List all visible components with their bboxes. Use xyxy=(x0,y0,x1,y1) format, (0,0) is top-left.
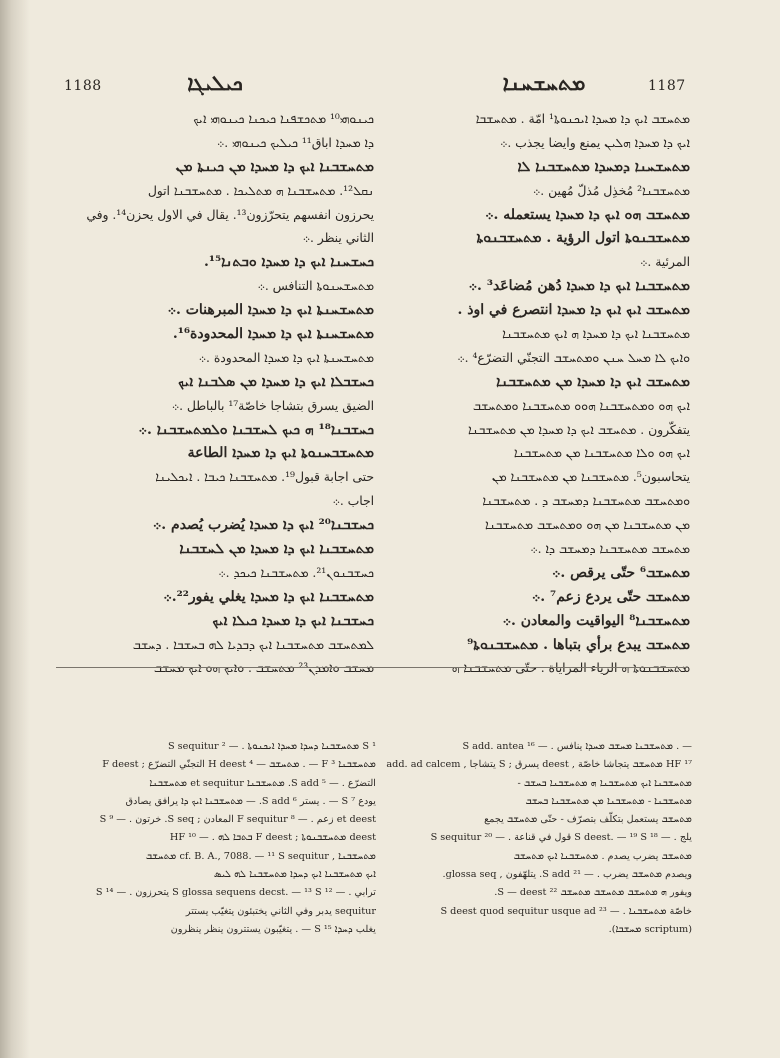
entry-line: يتفكّرون . ܡܬܚܫܒ ܐܝܟ ܕܐ ܡܚܕܐ ܡܢ ܡܬܚܫܒܢܐ xyxy=(467,422,690,437)
footnote-line: ܡܬܚܫܒܢܐ - ܡܬܚܫܒܢܐ ܡܢ ܡܬܚܫܒܢܐ ܒܚܫܒ xyxy=(525,795,692,807)
entry-line: ܡܬܚܫܒ⁶ حتّى يرقص .܀ xyxy=(551,564,690,581)
entry-line: ܟܚܫܒܢܐ²⁰ ܐܝܟ ܕܐ ܡܚܕܐ يُضرب يُصدم .܀ xyxy=(152,517,374,534)
footnote-line: ܡܬܚܫܒ يستعمل بتكلّف بتصرّف - حتّى ܡܬܚܫܒ يجمع xyxy=(484,814,692,826)
left-page-number: 1188 xyxy=(64,78,102,94)
entry-line: ܡܚܫܒ ܘܐܡܕܢ²³ ܡܬܚܫܒ . ܘܐܝܟ ܗܘ ܐܝܟ ܡܚܫܒ xyxy=(153,661,374,676)
left-text-column xyxy=(56,108,374,681)
footnote-line: sequitur يدبر وفي الثاني يختبئون يتغيّب يستتر xyxy=(185,905,376,917)
entry-line: حتى اجابة قبول¹⁹. ܡܬܚܫܒܢܐ ܟܝܒܐ . ܐܝܟܠܝܢܐ xyxy=(155,470,374,485)
footnote-line: ܡܬܚܫܒܢܐ , cf. B. A., 7088. — ¹¹ S sequitur ܡܬܚܫܒ xyxy=(145,850,376,862)
entry-line: ܡܬܚܫܒܚܢܘܬܐ ܐܝܟ ܕܐ ܡܚܕܐ الطاعة xyxy=(187,445,374,462)
footnote-line: يودع ⁷ S — . يستر ⁶ S add. — ܡܬܚܫܒܢܐ ܐܝܟ ܕܐ يرافق يصادق xyxy=(125,795,376,807)
footnote-line: ܐܝܟ ܡܬܚܫܒܢܐ ܐܝܟ ܕܚܕܐ ܡܬܚܫܒܢܐ ܠܗ ܠܝܣ xyxy=(213,869,376,881)
footnote-line: (scriptum ܡܚܫܒܐ). xyxy=(608,923,692,935)
right-text-column xyxy=(372,108,690,681)
entry-line: ܡܬܚܫܒ ܐܝܟ ܕܐ ܡܚܕܐ ܐܝܟܢܘܬܐ¹ امّة . ܡܬܚܫܒܐ xyxy=(475,112,690,126)
footnote-line: et deest زعم . — ⁸ F sequitur المعادن ; S seq. خرتون . — ⁹ S xyxy=(99,814,376,826)
entry-line: المرئية .܀ xyxy=(640,255,690,270)
entry-line: ܢܩܠ¹². ܡܬܚܫܒܢܐ ܗ ܡܬܠܝܟܐ . ܡܬܚܫܒܢܐ اتول xyxy=(147,183,374,198)
footnote-line: يغلب ܕܚܕܐ ¹⁵ S — . يتغيّبون يستترون ينظر ينظرون xyxy=(170,923,376,935)
entry-line: ܡܬܚܫܒ ܐܝܟ ܐܝܟ ܕܐ ܡܚܕܐ انتصرع في اوذ . xyxy=(457,302,690,319)
entry-line: ܟܚܫܒܢܐ ܐܝܟ ܕܐ ܡܚܕܐ ܟܝܠܐ ܐܝܟ xyxy=(212,612,374,629)
footnote-line: — . ܡܬܚܫܒܢܐ ܡܚܫܒ ܡܚܕܐ ينافس . — ¹⁶ S add. antea xyxy=(462,741,692,752)
entry-line: ܟܚܫܚܢܐ ܐܝܟ ܕܐ ܡܚܕܐ ܘܒܬܢܐ¹⁵. xyxy=(204,254,374,271)
entry-line: ܟܝܢܘܗܝ¹⁰ ܡܬܟܫܦܢܐ ܟܝܟܢܐ ܟܝܢܘܗܝ ܐܝܟ xyxy=(193,112,374,126)
entry-line: ܡܬܚܫܒܢܐ² مُخذِل مُذلّ مُهين .܀ xyxy=(532,183,690,198)
right-footnotes xyxy=(372,738,692,939)
entry-line: ܡܬܚܫܒ ܡܬܚܫܒܢܐ ܕܡܚܫܒ ܕܐ .܀ xyxy=(530,542,690,557)
entry-line: ܡܬܚܫܚܢܐ ܕܡܚܕܐ ܡܬܚܫܒܢܐ ܠܐ xyxy=(517,158,690,175)
entry-line: ܡܬܚܫܒܢܐ ܐܝܟ ܕܐ ܡܚܕܐ يغلي يفور²².܀ xyxy=(163,588,374,605)
entry-line: ܡܬܚܫܒܢܐ ܐܝܟ ܕܐ ܡܚܕܐ دُهن مُضاعَد³ .܀ xyxy=(468,278,690,295)
entry-line: ܡܬܚܫܒ ܐܝܟ ܕܐ ܡܚܕܐ ܡܢ ܡܬܚܫܒܢܐ xyxy=(496,373,690,390)
right-page-number: 1187 xyxy=(648,78,686,94)
entry-line: ܡܬܚܫܒܢܐ ܐܝܟ ܕܐ ܡܚܕܐ ܡܢ ܠܚܫܒܢܐ xyxy=(179,541,374,558)
entry-line: ܘܐܝܟ ܠܐ ܡܚܠ ܚܢܢ ܘܡܬܚܫܒ التجنّي التضرّع⁴ .܀ xyxy=(457,350,690,365)
entry-line: ܡܬܚܫܚܢܬܐ ܐܝܟ ܕܐ ܡܚܕܐ المبرهنات .܀ xyxy=(167,302,374,319)
entry-line: ܡܬܚܫܒܢܘܬܐ ܗ الرياء المراياة . حتّى ܡܬܚܫܒܢܐ ܗ xyxy=(451,661,690,676)
footnote-line: يلج . — ¹⁸ S deest. — ¹⁹ S قول في قناعة . — ²⁰ S sequitur xyxy=(430,832,692,844)
footnote-line: ܡܬܚܫܒ يضرب يصدم . ܡܬܚܫܒܢܐ ܐܝܟ ܡܬܚܫܒ xyxy=(513,850,692,862)
entry-line: ܡܬܚܫܚܢܬܐ ܐܝܟ ܕܐ ܡܚܕܐ المحدودة .܀ xyxy=(198,350,374,365)
entry-line: ܐܝܟ ܕܐ ܡܚܕܐ ܗܠܝܢ يمنع وايضا يجذب .܀ xyxy=(499,135,690,150)
footnote-line: ويصدم ܡܬܚܫܒ يضرب . — ²¹ S add. يتلهّفون , glossa seq. xyxy=(442,869,692,881)
footnote-line: ويفور ܗ ܡܬܚܫܒ ܡܬܚܫܒ ܡܬܚܫܒ ²² S — deest. xyxy=(494,887,692,899)
entry-line: ܡܬܚܫܒܢܐ⁸ اليواقيت والمعادن .܀ xyxy=(502,612,690,629)
footnote-line: التضرّع . — ⁵ S add. ܡܬܚܫܒܢܐ et sequitur ܡܬܚܫܒܢܐ xyxy=(149,777,376,789)
entry-line: الضيق يسرق بتشاجا خاصّة¹⁷ بالباطل .܀ xyxy=(171,398,374,413)
entry-line: ܡܬܚܫܒ يبدع برأي بتباها . ܡܬܚܫܒܢܘܬܐ⁹ xyxy=(467,636,690,653)
entry-line: ܡܬܚܫܚܢܘܬܐ التنافس .܀ xyxy=(257,279,374,294)
left-running-head: ܟܝܠܝܓܐ xyxy=(187,70,243,95)
entry-line: يتحاسبون⁵. ܡܬܚܫܒܢܐ ܡܢ ܡܬܚܫܒܢܐ ܡܢ xyxy=(491,470,690,485)
footnote-line: ܡܬܚܫܒܢܐ ܐܝܟ ܡܬܚܫܒܢܐ ܗ ܡܬܚܫܒܢܐ ܒܚܫܒ - xyxy=(517,777,692,789)
entry-line: ܡܬܚܫܒܢܐ ܐܝܟ ܕܐ ܡܚܕܐ ܡܢ ܟܝܢܬܐ ܡܢ xyxy=(175,158,374,175)
entry-line: ܡܬܚܫܒܢܐ ܐܝܟ ܕܐ ܡܚܕܐ ܗ ܐܝܟ ܡܬܚܫܒܢܐ xyxy=(502,327,690,342)
entry-line: ܡܬܚܫܒ حتّى يردع زعم⁷ .܀ xyxy=(531,588,690,605)
entry-line: ܐܝܟ ܗܘ ܘܡܬܚܫܒܢܐ ܗܘܘ ܡܬܚܫܒܢܐ ܘܡܬܚܫܒ xyxy=(472,398,690,413)
left-footnotes xyxy=(56,738,376,939)
entry-line: ܕܐ ܡܚܕܐ اباق¹¹ ܟܝܠܝܟ ܟܝܢܘܗܝ .܀ xyxy=(216,135,374,150)
right-running-head: ܡܬܚܫܚܢܐ xyxy=(502,70,586,95)
footnote-line: ¹ S ܡܬܚܫܒܢܐ ܕܚܕܐ ܡܚܕܐ ܐܝܟܢܘܬܐ . — ² S sequitur xyxy=(167,741,376,752)
entry-line: ܠܡܬܚܫܒ ܡܬܚܫܒܢܐ ܐܝܟ ܕܒܕܝܐ ܠܗ ܒܚܫܒܐ . ܕܚܫܒ xyxy=(132,637,374,652)
footnote-line: خاصّة ܡܬܚܫܒܢܐ . — ²³ S deest quod sequitur usque ad xyxy=(440,905,692,917)
entry-line: ܟܚܫܒܢܐ¹⁸ ܗ ܟܝܟ ܠܚܫܒܢܐ ܘܠܡܬܚܫܒܢܐ .܀ xyxy=(138,421,374,438)
entry-line: ܘܡܬܚܫܒ ܡܬܚܫܒܢܐ ܕܡܚܫܒ ܕ . ܡܬܚܫܒܢܐ xyxy=(482,494,690,509)
entry-line: ܟܚܫܒܢܘܢ²¹. ܡܬܚܫܒܢܐ ܟܝܟܕ .܀ xyxy=(218,565,374,580)
entry-line: اجاب .܀ xyxy=(332,494,374,509)
entry-line: ܡܬܚܫܚܢܬܐ ܐܝܟ ܕܐ ܡܚܕܐ المحدودة¹⁶. xyxy=(172,326,374,343)
entry-line: ܡܢ ܡܬܚܫܒܢܐ ܡܢ ܗܘ ܘܡܬܚܫܒ ܡܬܚܫܒܢܐ xyxy=(485,518,690,533)
footnote-line: deest ܡܬܚܫܒܢܘܬܐ ; F deest ܒܬܒܐ ܠܗ . — ¹⁰ HF xyxy=(169,832,376,844)
footnote-line: ¹⁷ HF ܡܬܚܫܒ يتجاشا خاصّة , deest يسرق ; S يتشاجا , add. ad calcem xyxy=(386,759,692,771)
footnote-line: ܡܬܚܫܒܢܐ F ³ — . ܡܬܚܫܒ — ⁴ H deest التجنّي التضرّع ; F deest xyxy=(102,759,376,771)
entry-line: ܡܬܚܫܒ ܗܘ ܐܝܟ ܕܐ ܡܚܕܐ يستعمله .܀ xyxy=(485,206,690,223)
binding-gutter-shadow xyxy=(0,0,30,1058)
entry-line: ܟܚܫܒܠܐ ܐܝܟ ܕܐ ܡܚܕܐ ܡܢ ܣܠܒܢܐ ܐܝܟ xyxy=(178,373,374,390)
entry-line: ܡܬܚܫܒܢܘܬܐ اتول الرؤية . ܡܬܚܫܒܢܘܬܐ xyxy=(476,230,690,247)
footnote-separator-rule xyxy=(56,667,688,668)
footnote-line: ترابي . — ¹² S glossa sequens decst. — ¹³ S يتحرزون . — ¹⁴ S xyxy=(95,887,376,899)
entry-line: الثاني ينظر .܀ xyxy=(302,231,374,246)
entry-line: ܐܝܟ ܗܘ ܘܠܐ ܡܬܚܫܒܢܐ ܡܢ ܡܬܚܫܒܢܐ xyxy=(513,446,690,461)
entry-line: يحرزون انفسهم يتحرّزون¹³. يقال في الاول يحزن¹⁴. وفي xyxy=(86,207,374,222)
